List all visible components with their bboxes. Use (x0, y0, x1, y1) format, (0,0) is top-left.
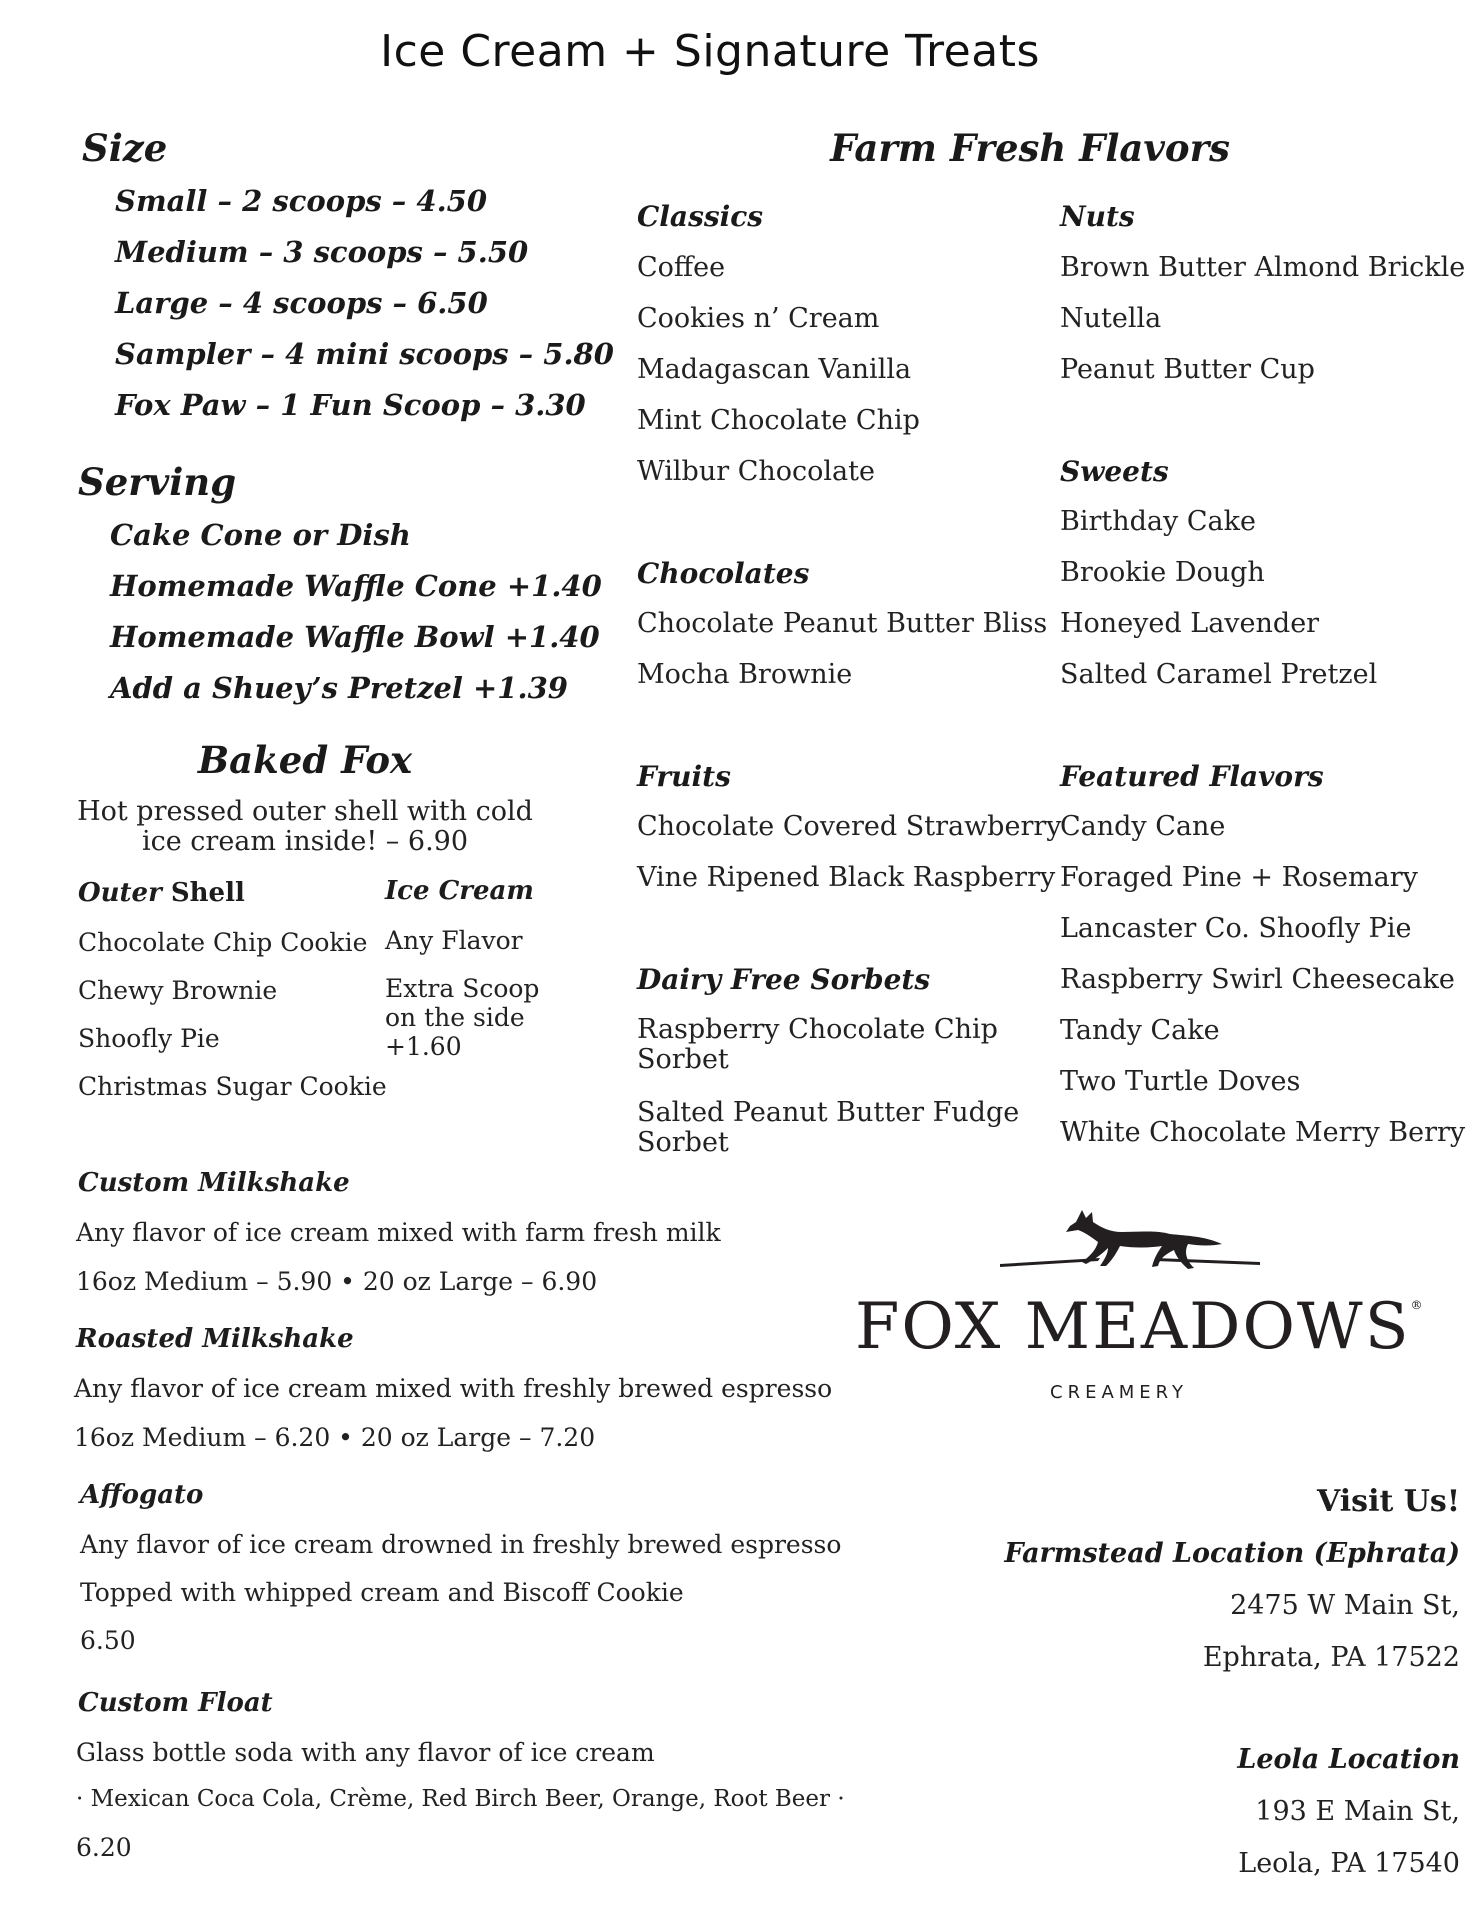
flavor-item: Madagascan Vanilla (637, 354, 912, 385)
flavor-item: Sorbet (637, 1044, 729, 1075)
flavor-item: Brown Butter Almond Brickle (1060, 252, 1466, 283)
size-item: Sampler – 4 mini scoops – 5.80 (115, 337, 614, 371)
serving-heading: Serving (78, 460, 237, 504)
chocolates-heading: Chocolates (637, 557, 810, 590)
logo-subtitle: CREAMERY (1050, 1382, 1189, 1403)
flavor-item: Candy Cane (1060, 811, 1226, 842)
flavor-item: Foraged Pine + Rosemary (1060, 862, 1418, 893)
outer-shell-item: Shoofly Pie (78, 1024, 220, 1053)
ice-cream-item: Any Flavor (385, 926, 523, 955)
baked-fox-desc: Hot pressed outer shell with cold (77, 796, 533, 827)
serving-item: Add a Shuey’s Pretzel +1.39 (110, 671, 568, 705)
roasted-milkshake-price: 16oz Medium – 6.20 • 20 oz Large – 7.20 (74, 1423, 596, 1452)
flavors-heading: Farm Fresh Flavors (830, 126, 1230, 170)
serving-item: Homemade Waffle Cone +1.40 (110, 569, 602, 603)
flavor-item: Coffee (637, 252, 726, 283)
custom-float-options: · Mexican Coca Cola, Crème, Red Birch Beer, Orange, Root Beer · (76, 1786, 845, 1812)
custom-milkshake-heading: Custom Milkshake (78, 1168, 350, 1198)
affogato-desc: Topped with whipped cream and Biscoff Cookie (80, 1578, 684, 1607)
affogato-price: 6.50 (80, 1626, 136, 1655)
flavor-item: Mint Chocolate Chip (637, 405, 920, 436)
flavor-item: Brookie Dough (1060, 557, 1265, 588)
fruits-heading: Fruits (637, 760, 731, 793)
size-item: Fox Paw – 1 Fun Scoop – 3.30 (115, 388, 586, 422)
ice-cream-item: +1.60 (385, 1032, 462, 1061)
flavor-item: Two Turtle Doves (1060, 1066, 1301, 1097)
classics-heading: Classics (637, 200, 764, 233)
sweets-heading: Sweets (1060, 455, 1169, 488)
custom-float-heading: Custom Float (78, 1688, 273, 1718)
flavor-item: Birthday Cake (1060, 506, 1256, 537)
leola-location-name: Leola Location (1237, 1744, 1460, 1775)
affogato-desc: Any flavor of ice cream drowned in freshly brewed espresso (80, 1530, 842, 1559)
flavor-item: Chocolate Peanut Butter Bliss (637, 608, 1048, 639)
nuts-heading: Nuts (1060, 200, 1135, 233)
farmstead-address: Ephrata, PA 17522 (1202, 1642, 1460, 1673)
flavor-item: Cookies n’ Cream (637, 303, 880, 334)
size-item: Large – 4 scoops – 6.50 (115, 286, 488, 320)
flavor-item: Tandy Cake (1060, 1015, 1220, 1046)
size-heading: Size (82, 126, 168, 170)
flavor-item: Lancaster Co. Shoofly Pie (1060, 913, 1412, 944)
outer-shell-heading: Outer Shell (78, 878, 245, 908)
page-title: Ice Cream + Signature Treats (380, 26, 1040, 77)
farmstead-location-name: Farmstead Location (Ephrata) (1004, 1538, 1460, 1569)
flavor-item: Nutella (1060, 303, 1162, 334)
fox-icon (990, 1206, 1270, 1286)
ice-cream-item: Extra Scoop (385, 974, 540, 1003)
serving-item: Homemade Waffle Bowl +1.40 (110, 620, 600, 654)
flavor-item: Raspberry Chocolate Chip (637, 1014, 998, 1045)
dairy-free-heading: Dairy Free Sorbets (637, 963, 931, 996)
affogato-heading: Affogato (80, 1480, 204, 1510)
flavor-item: Vine Ripened Black Raspberry (637, 862, 1056, 893)
size-item: Small – 2 scoops – 4.50 (115, 184, 488, 218)
serving-item: Cake Cone or Dish (110, 518, 411, 552)
leola-address: 193 E Main St, (1255, 1796, 1460, 1827)
visit-heading: Visit Us! (1317, 1484, 1460, 1519)
flavor-item: Salted Peanut Butter Fudge (637, 1097, 1020, 1128)
farmstead-address: 2475 W Main St, (1230, 1590, 1460, 1621)
flavor-item: Salted Caramel Pretzel (1060, 659, 1378, 690)
custom-milkshake-desc: Any flavor of ice cream mixed with farm fresh milk (76, 1218, 721, 1247)
leola-address: Leola, PA 17540 (1238, 1848, 1460, 1879)
flavor-item: Mocha Brownie (637, 659, 853, 690)
flavor-item: White Chocolate Merry Berry (1060, 1117, 1466, 1148)
logo-wordmark: FOX MEADOWS® (855, 1290, 1425, 1364)
baked-fox-heading: Baked Fox (197, 738, 413, 782)
ice-cream-heading: Ice Cream (385, 876, 534, 906)
ice-cream-item: on the side (385, 1003, 525, 1032)
flavor-item: Peanut Butter Cup (1060, 354, 1315, 385)
featured-heading: Featured Flavors (1060, 760, 1324, 793)
outer-shell-item: Christmas Sugar Cookie (78, 1072, 387, 1101)
custom-milkshake-price: 16oz Medium – 5.90 • 20 oz Large – 6.90 (76, 1267, 598, 1296)
outer-shell-item: Chewy Brownie (78, 976, 278, 1005)
custom-float-desc: Glass bottle soda with any flavor of ice cream (76, 1738, 655, 1767)
roasted-milkshake-heading: Roasted Milkshake (76, 1324, 354, 1354)
flavor-item: Raspberry Swirl Cheesecake (1060, 964, 1455, 995)
flavor-item: Chocolate Covered Strawberry (637, 811, 1062, 842)
flavor-item: Sorbet (637, 1127, 729, 1158)
baked-fox-desc: ice cream inside! – 6.90 (141, 826, 469, 857)
size-item: Medium – 3 scoops – 5.50 (115, 235, 529, 269)
outer-shell-item: Chocolate Chip Cookie (78, 928, 368, 957)
flavor-item: Honeyed Lavender (1060, 608, 1320, 639)
flavor-item: Wilbur Chocolate (637, 456, 875, 487)
roasted-milkshake-desc: Any flavor of ice cream mixed with freshly brewed espresso (74, 1374, 833, 1403)
custom-float-price: 6.20 (76, 1833, 132, 1862)
